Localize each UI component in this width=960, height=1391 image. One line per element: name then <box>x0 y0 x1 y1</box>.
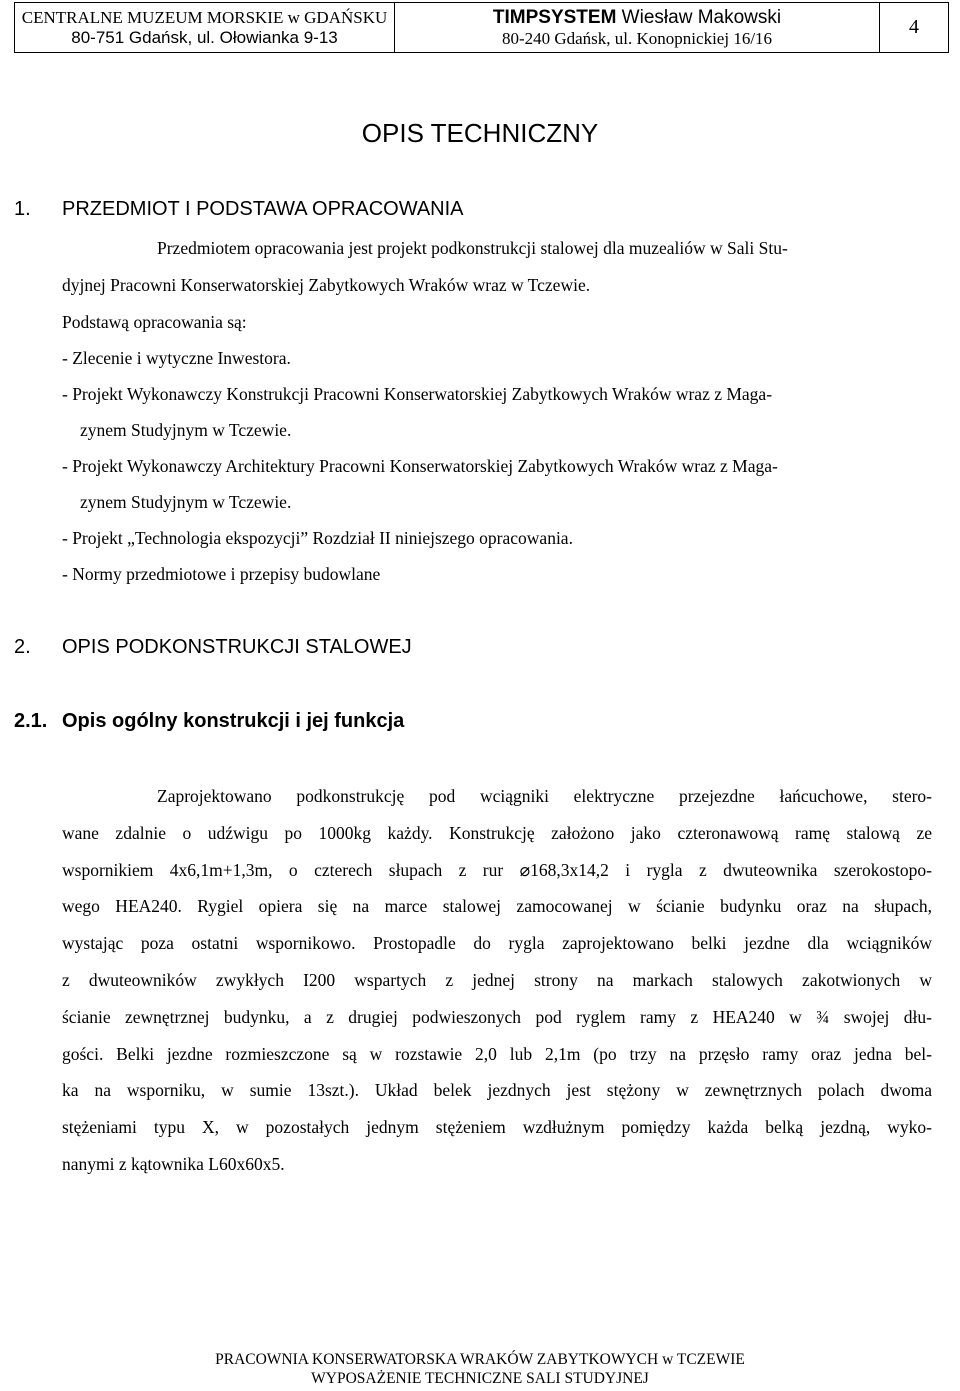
body-line: z dwuteowników zwykłych I200 wspartych z jednej strony na markach stalowych zakotwionych w <box>62 969 932 990</box>
body-line: wego HEA240. Rygiel opiera się na marce stalowej zamocowanej w ścianie budynku oraz na słupach, <box>62 896 932 917</box>
body-line: ścianie zewnętrznej budynku, a z drugiej podwieszonych pod ryglem ramy z HEA240 w ¾ swojej dłu- <box>62 1006 932 1027</box>
section-2-heading <box>14 636 412 659</box>
header-company-cell <box>395 3 880 52</box>
section-2-number: 2. <box>14 636 31 658</box>
section-1-heading <box>14 198 464 221</box>
basis-item-1: - Zlecenie i wytyczne Inwestora. <box>62 348 291 368</box>
header-museum-cell <box>15 3 395 52</box>
section-2-1-title: Opis ogólny konstrukcji i jej funkcja <box>62 710 405 732</box>
body-line: gości. Belki jezdne rozmieszczone są w rozstawie 2,0 lub 2,1m (po trzy na przęsło ramy oraz jedna bel- <box>62 1043 932 1064</box>
section-2-title: OPIS PODKONSTRUKCJI STALOWEJ <box>62 636 412 658</box>
page-number-cell <box>880 3 948 52</box>
footer-line-2: WYPOSAŻENIE TECHNICZNE SALI STUDYJNEJ <box>311 1370 649 1387</box>
body-line: Zaprojektowano podkonstrukcję pod wciągniki elektryczne przejezdne łańcuchowe, stero- <box>157 786 932 806</box>
header-museum-name: CENTRALNE MUZEUM MORSKIE w GDAŃSKU <box>21 7 388 27</box>
header-museum-address: 80-751 Gdańsk, ul. Ołowianka 9-13 <box>71 27 338 47</box>
section-2-1-heading <box>14 710 404 733</box>
body-line: wane zdalnie o udźwigu po 1000kg każdy. Konstrukcję założono jako czteronawową ramę stalową ze <box>62 822 932 843</box>
document-title: OPIS TECHNICZNY <box>361 118 599 148</box>
body-line: wystając poza ostatni wspornikowo. Prostopadle do rygla zaprojektowano belki jezdne dla wciągników <box>62 933 932 954</box>
page-number: 4 <box>909 16 919 38</box>
section-2-1-body <box>62 778 932 1183</box>
basis-item-2-cont: zynem Studyjnym w Tczewie. <box>80 420 292 440</box>
company-owner: Wiesław Makowski <box>616 6 782 28</box>
section-1-intro-line-1: Przedmiotem opracowania jest projekt podkonstrukcji stalowej dla muzealiów w Sali Stu- <box>157 238 788 258</box>
body-line: ka na wsporniku, w sumie 13szt.). Układ belek jezdnych jest stężony w zewnętrznych polach dwoma <box>62 1080 932 1101</box>
basis-item-2: - Projekt Wykonawczy Konstrukcji Pracowni Konserwatorskiej Zabytkowych Wraków wraz z Maga- <box>62 384 773 404</box>
footer-line-1: PRACOWNIA KONSERWATORSKA WRAKÓW ZABYTKOWYCH w TCZEWIE <box>215 1351 745 1368</box>
section-1-intro-line-2: dyjnej Pracowni Konserwatorskiej Zabytkowych Wraków wraz w Tczewie. <box>62 275 591 295</box>
basis-item-5: - Normy przedmiotowe i przepisy budowlane <box>62 564 381 584</box>
section-2-1-number: 2.1. <box>14 710 48 732</box>
header-company-address: 80-240 Gdańsk, ul. Konopnickiej 16/16 <box>501 28 773 48</box>
header-company-name <box>395 7 879 29</box>
company-brand: TIMPSYSTEM <box>492 6 617 28</box>
page-header <box>14 2 949 53</box>
basis-item-3: - Projekt Wykonawczy Architektury Pracowni Konserwatorskiej Zabytkowych Wraków wraz z Maga- <box>62 456 778 476</box>
basis-item-3-cont: zynem Studyjnym w Tczewie. <box>80 492 292 512</box>
section-1-title: PRZEDMIOT I PODSTAWA OPRACOWANIA <box>62 198 464 220</box>
section-1-number: 1. <box>14 198 31 220</box>
body-line: wspornikiem 4x6,1m+1,3m, o czterech słupach z rur ⌀168,3x14,2 i rygla z dwuteownika szerokostopo- <box>62 859 932 880</box>
body-line: stężeniami typu X, w pozostałych jednym stężeniem wzdłużnym pomiędzy każda belką jezdną, wyko- <box>62 1117 932 1138</box>
basis-item-4: - Projekt „Technologia ekspozycji” Rozdział II niniejszego opracowania. <box>62 528 573 548</box>
section-1-basis-label: Podstawą opracowania są: <box>62 312 247 332</box>
body-line: nanymi z kątownika L60x60x5. <box>62 1153 285 1174</box>
